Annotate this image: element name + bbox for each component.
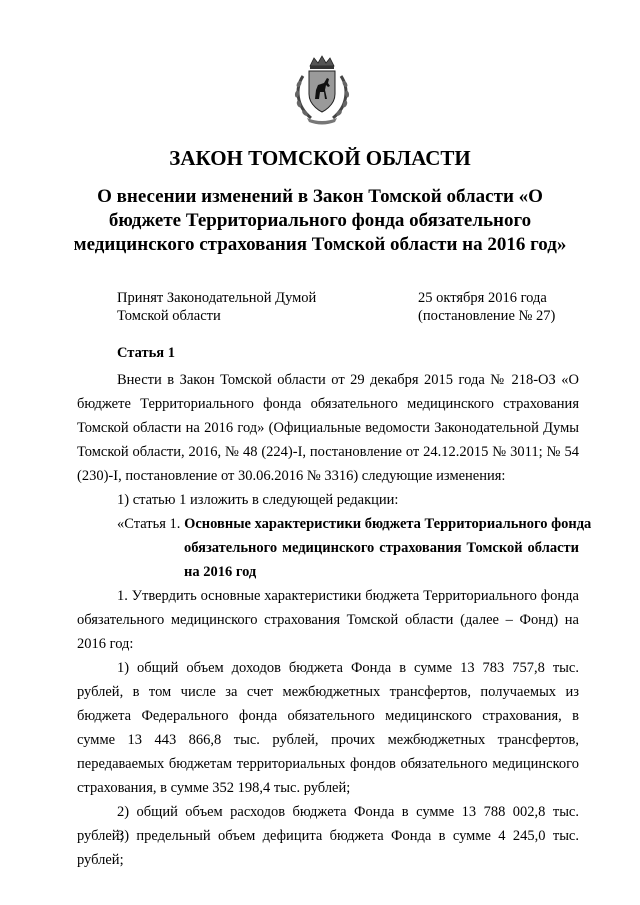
subpoint-2-paragraph: 2) общий объем расходов бюджета Фонда в сумме 13 788 002,8 тыс. рублей;	[77, 804, 579, 844]
adoption-date	[418, 289, 555, 325]
subpoint-1-paragraph: 1) общий объем доходов бюджета Фонда в сумме 13 783 757,8 тыс. рублей, в том числе за счет межбюджетных трансфертов, получаемых из бюджета Федерального фонда обязательного медицинского страхования, в сумме 13 443 866,8 тыс. рублей, прочих межбюджетных трансфертов, передаваемых бюджетам территориальных фондов обязательного медицинского страхования, в сумме 352 198,4 тыс. рублей;	[77, 660, 579, 796]
article-heading: Статья 1	[117, 345, 175, 361]
quoted-article-title-line1: Основные характеристики бюджета Территориального фонда	[184, 516, 592, 532]
subpoint-3-paragraph: 3) предельный объем дефицита бюджета Фонда в сумме 4 245,0 тыс. рублей;	[77, 828, 579, 868]
adopted-by-line1: Принят Законодательной Думой	[117, 290, 317, 306]
quoted-article-prefix: «Статья 1.	[117, 516, 181, 532]
item-1-paragraph: 1) статью 1 изложить в следующей редакции:	[117, 492, 399, 508]
adoption-date-line1: 25 октября 2016 года	[418, 290, 547, 306]
quoted-article-title-rest: обязательного медицинского страхования Томской области на 2016 год	[184, 540, 579, 580]
adopted-by-line2: Томской области	[117, 308, 221, 324]
quoted-article-heading	[117, 512, 591, 536]
law-subtitle: О внесении изменений в Закон Томской области «О бюджете Территориального фонда обязательного медицинского страхования Томской области на 2016 год»	[73, 186, 567, 255]
adoption-date-line2: (постановление № 27)	[418, 308, 556, 324]
article-intro-paragraph: Внести в Закон Томской области от 29 декабря 2015 года № 218-ОЗ «О бюджете Территориального фонда обязательного медицинского страхования Томской области на 2016 год» (Официальные ведомости Законодательной Думы Томской области, 2016, № 48 (224)-I, постановление от 24.12.2015 № 3011; № 54 (230)-I, постановление от 30.06.2016 № 3316) следующие изменения:	[77, 372, 579, 484]
coat-of-arms-icon	[291, 54, 353, 126]
adopted-by	[117, 289, 316, 325]
law-title: ЗАКОН ТОМСКОЙ ОБЛАСТИ	[169, 146, 471, 170]
point-1-paragraph: 1. Утвердить основные характеристики бюджета Территориального фонда обязательного медицинского страхования Томской области (далее – Фонд) на 2016 год:	[77, 588, 579, 652]
